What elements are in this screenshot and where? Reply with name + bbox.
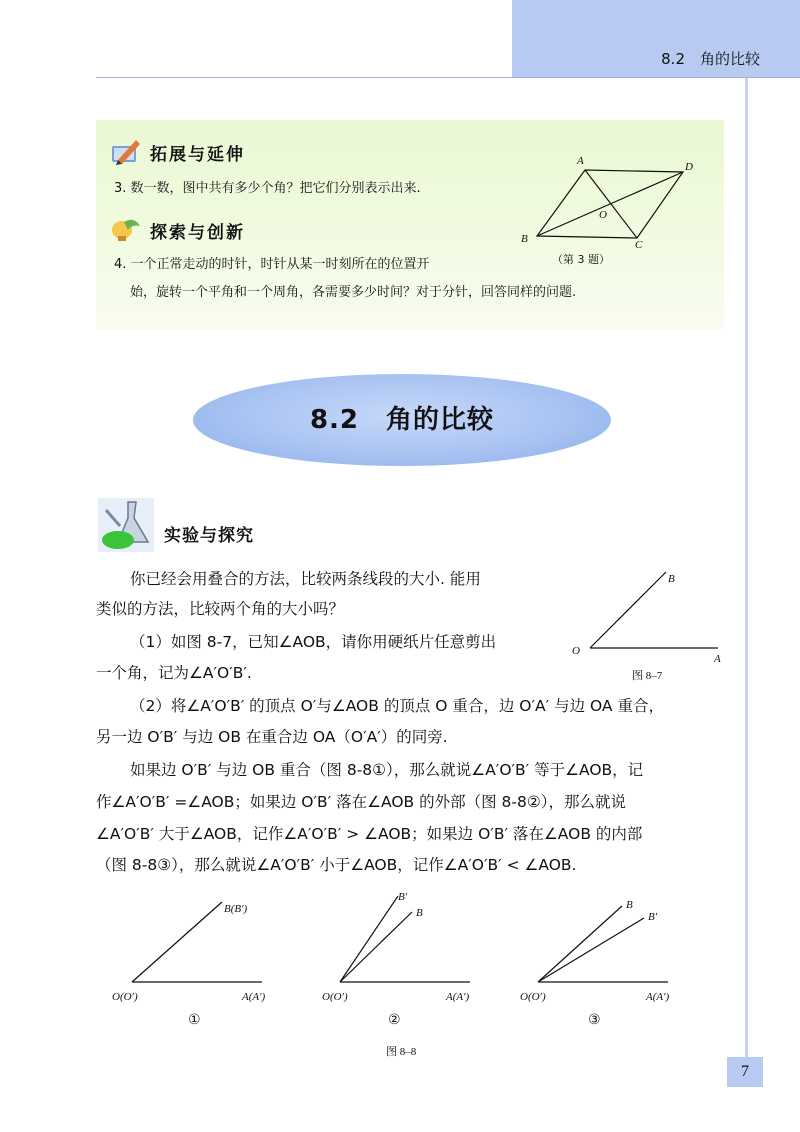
para3-line1: （2）将∠A′O′B′ 的顶点 O′与∠AOB 的顶点 O 重合，边 O′A′ 与边 OA 重合， <box>130 697 664 715</box>
fig-8-8-diagram-1 <box>110 890 300 1010</box>
para1-line2: 类似的方法，比较两个角的大小吗？ <box>96 600 345 618</box>
d3-number: ③ <box>588 1012 601 1028</box>
right-margin-rail <box>745 78 748 1058</box>
d2-label-a: A(A′) <box>446 991 470 1003</box>
fig-8-8-diagram-2 <box>318 886 508 1010</box>
point-label-o: O <box>599 209 607 221</box>
header-section-title: 8.2 角的比较 <box>661 50 760 68</box>
d2-ray-obp <box>340 896 398 982</box>
d3-ray-ob <box>538 906 622 982</box>
point-label-a: A <box>577 155 584 167</box>
d2-ray-ob <box>340 912 412 982</box>
fig87-label-b: B <box>668 573 675 585</box>
d3-label-b: B <box>626 899 633 911</box>
d3-ray-obp <box>538 918 644 982</box>
problem-4-line1: 4. 一个正常走动的时针，时针从某一时刻所在的位置开 <box>114 257 430 272</box>
para4-line3: ∠A′O′B′ 大于∠AOB，记作∠A′O′B′ > ∠AOB；如果边 O′B′ 落在∠AOB 的内部 <box>96 825 643 843</box>
d3-label-bp: B′ <box>648 911 658 923</box>
problem-3: 3. 数一数，图中共有多少个角？把它们分别表示出来. <box>114 181 421 196</box>
page-number: 7 <box>727 1057 763 1087</box>
lightbulb-icon <box>110 216 142 244</box>
d3-label-o: O(O′) <box>520 991 546 1003</box>
point-label-c: C <box>635 239 643 250</box>
d2-label-b: B <box>416 907 423 919</box>
problem-4-line2: 始，旋转一个平角和一个周角，各需要多少时间？对于分针，回答同样的问题. <box>130 285 577 300</box>
para1-line1: 你已经会用叠合的方法，比较两条线段的大小. 能用 <box>130 570 481 588</box>
fig3-caption: （第 3 题） <box>552 253 610 266</box>
lab-flask-icon <box>98 498 154 552</box>
fig-8-7 <box>568 566 738 666</box>
section-title: 8.2 角的比较 <box>309 405 495 435</box>
d2-number: ② <box>388 1012 401 1028</box>
para4-line4: （图 8-8③），那么就说∠A′O′B′ 小于∠AOB，记作∠A′O′B′ < ∠AOB. <box>96 856 577 874</box>
pencil-book-icon <box>110 138 142 166</box>
d1-label-o: O(O′) <box>112 991 138 1003</box>
point-label-d: D <box>685 161 693 173</box>
d2-label-bp: B′ <box>398 891 408 903</box>
fig88-caption: 图 8–8 <box>386 1046 417 1058</box>
para3-line2: 另一边 O′B′ 与边 OB 在重合边 OA（O′A′）的同旁. <box>96 728 448 746</box>
header-rule <box>96 77 800 78</box>
extension-heading: 拓展与延伸 <box>150 145 245 165</box>
fig-8-8-diagram-3 <box>518 890 708 1010</box>
experiment-heading: 实验与探究 <box>164 526 254 546</box>
d3-label-a: A(A′) <box>646 991 670 1003</box>
d1-number: ① <box>188 1012 201 1028</box>
ray-ob <box>590 572 666 648</box>
parallelogram-figure <box>515 150 705 250</box>
explore-heading: 探索与创新 <box>150 223 245 243</box>
fig87-caption: 图 8–7 <box>632 670 663 682</box>
para2-line1: （1）如图 8-7，已知∠AOB，请你用硬纸片任意剪出 <box>130 633 497 651</box>
d1-label-a: A(A′) <box>242 991 266 1003</box>
d1-label-b: B(B′) <box>224 903 248 915</box>
fig87-label-a: A <box>714 653 721 665</box>
para4-line1: 如果边 O′B′ 与边 OB 重合（图 8-8①），那么就说∠A′O′B′ 等于∠AOB，记 <box>130 761 644 779</box>
point-label-b: B <box>521 233 528 245</box>
para4-line2: 作∠A′O′B′ =∠AOB；如果边 O′B′ 落在∠AOB 的外部（图 8-8②），那么就说 <box>96 793 626 811</box>
d1-ray-ob <box>132 902 222 982</box>
fig87-label-o: O <box>572 645 580 657</box>
para2-line2: 一个角，记为∠A′O′B′. <box>96 664 252 682</box>
d2-label-o: O(O′) <box>322 991 348 1003</box>
